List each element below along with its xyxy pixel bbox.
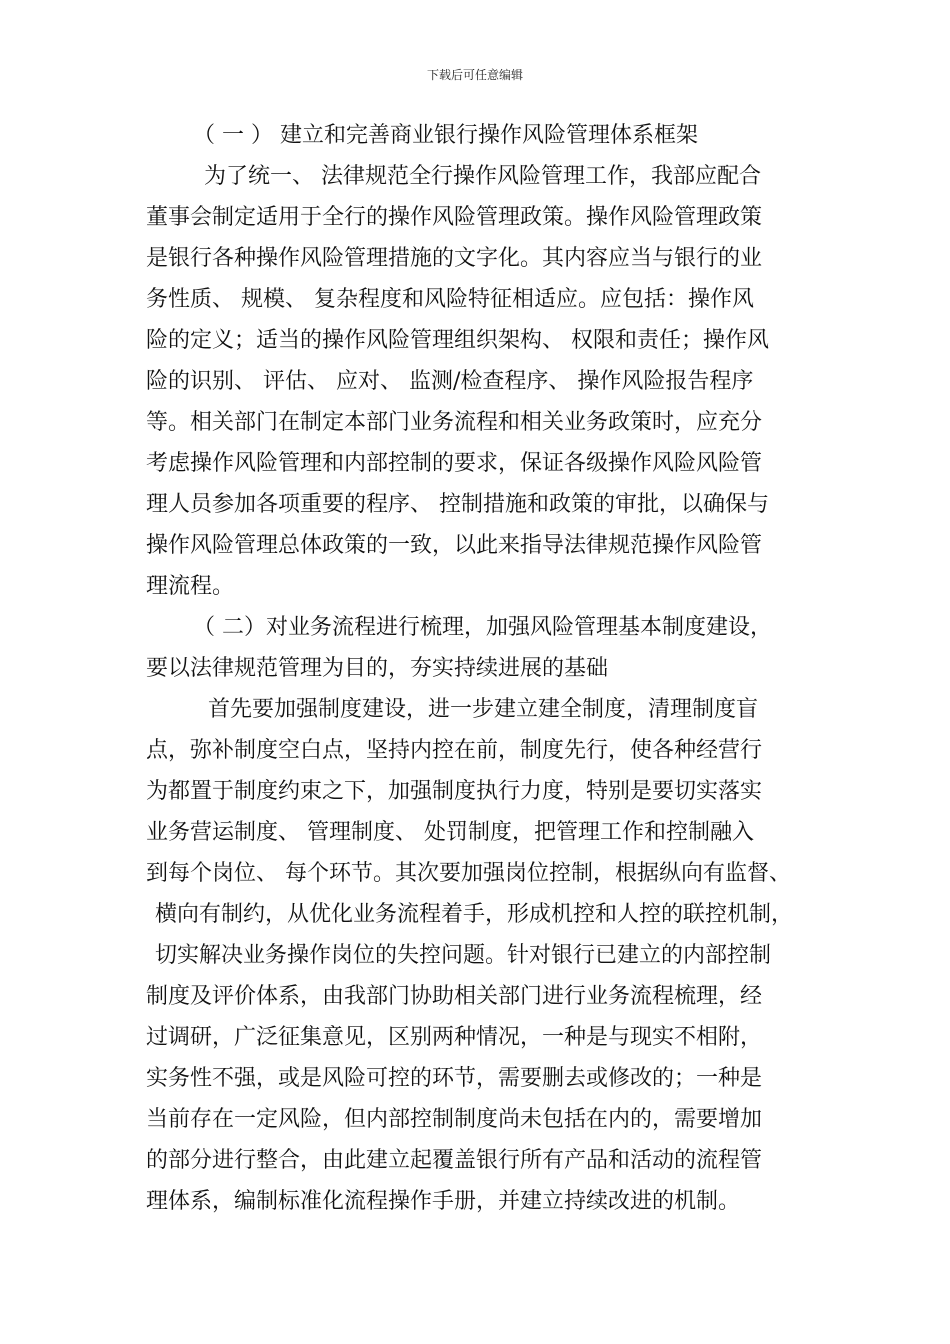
- section-heading-2: （ 二）对业务流程进行梳理，加强风险管理基本制度建设，: [193, 615, 772, 640]
- paragraph-line: 理体系，编制标准化流程操作手册，并建立持续改进的机制。: [146, 1189, 741, 1214]
- paragraph-line: 考虑操作风险管理和内部控制的要求，保证各级操作风险风险管: [146, 451, 763, 476]
- paragraph-line: 当前存在一定风险，但内部控制制度尚未包括在内的，需要增加: [146, 1107, 763, 1132]
- paragraph-line: 制度及评价体系，由我部门协助相关部门进行业务流程梳理，经: [146, 984, 763, 1009]
- section-heading-2-cont: 要以法律规范管理为目的，夯实持续进展的基础: [146, 656, 609, 681]
- paragraph-line: 的部分进行整合，由此建立起覆盖银行所有产品和活动的流程管: [146, 1148, 763, 1173]
- paragraph-line: 横向有制约，从优化业务流程着手，形成机控和人控的联控机制，: [155, 902, 794, 927]
- section-heading-1: （ 一 ） 建立和完善商业银行操作风险管理体系框架: [193, 123, 698, 148]
- paragraph-line: 切实解决业务操作岗位的失控问题。针对银行已建立的内部控制: [155, 943, 772, 968]
- download-note: 下载后可任意编辑: [426, 68, 523, 82]
- paragraph-line: 点，弥补制度空白点，坚持内控在前，制度先行，使各种经营行: [146, 738, 763, 763]
- paragraph-line: 务性质、 规模、 复杂程度和风险特征相适应。应包括：操作风: [146, 287, 754, 312]
- paragraph-line: 是银行各种操作风险管理措施的文字化。其内容应当与银行的业: [146, 246, 763, 271]
- paragraph-line: 险的定义；适当的操作风险管理组织架构、 权限和责任；操作风: [146, 328, 769, 353]
- paragraph-line: 实务性不强，或是风险可控的环节，需要删去或修改的；一种是: [146, 1066, 763, 1091]
- paragraph-line: 为都置于制度约束之下，加强制度执行力度，特别是要切实落实: [146, 779, 763, 804]
- paragraph-line: 等。相关部门在制定本部门业务流程和相关业务政策时，应充分: [146, 410, 763, 435]
- paragraph-line: 过调研，广泛征集意见，区别两种情况，一种是与现实不相附，: [146, 1025, 763, 1050]
- paragraph-line: 首先要加强制度建设，进一步建立建全制度，清理制度盲: [208, 697, 759, 722]
- paragraph-line: 为了统一、 法律规范全行操作风险管理工作，我部应配合: [204, 164, 761, 189]
- paragraph-line: 理流程。: [146, 574, 235, 599]
- paragraph-line: 业务营运制度、 管理制度、 处罚制度，把管理工作和控制融入: [146, 820, 754, 845]
- paragraph-line: 到每个岗位、 每个环节。其次要加强岗位控制，根据纵向有监督、: [146, 861, 791, 886]
- paragraph-line: 险的识别、 评估、 应对、 监测/检查程序、 操作风险报告程序: [146, 369, 754, 394]
- paragraph-line: 理人员参加各项重要的程序、 控制措施和政策的审批，以确保与: [146, 492, 769, 517]
- paragraph-line: 董事会制定适用于全行的操作风险管理政策。操作风险管理政策: [146, 205, 763, 230]
- paragraph-line: 操作风险管理总体政策的一致，以此来指导法律规范操作风险管: [146, 533, 763, 558]
